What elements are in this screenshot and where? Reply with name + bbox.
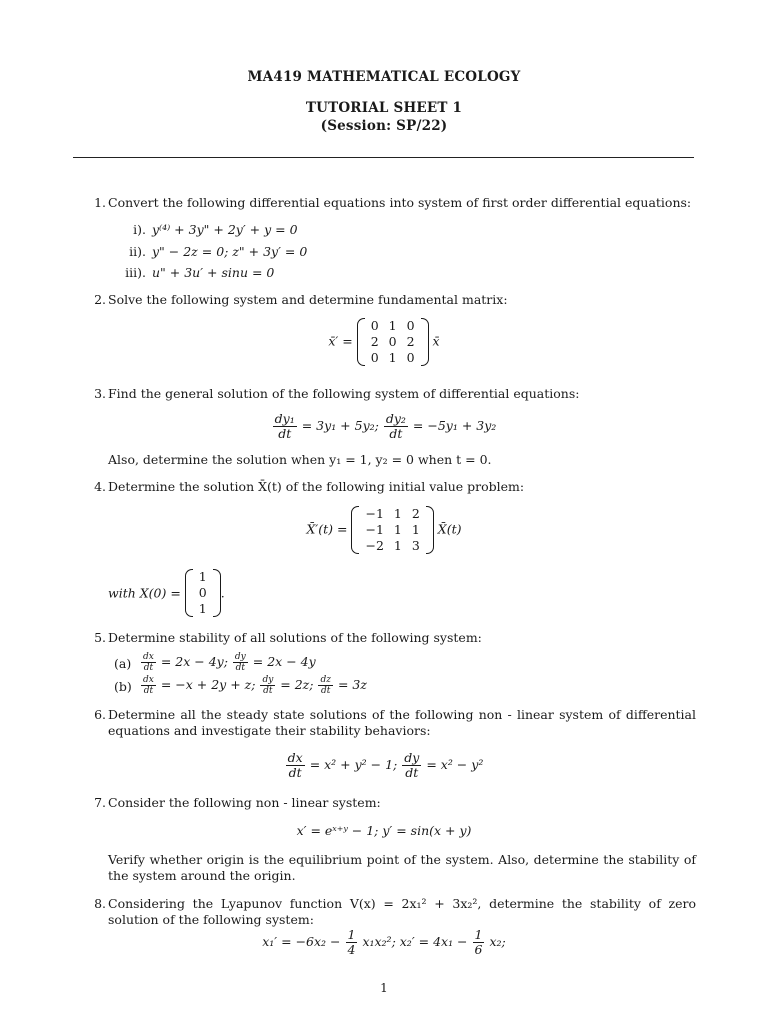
problem-4-lhs: X̄′(t) = [306,521,348,537]
problem-1-number: 1. [94,195,106,210]
problem-5-number: 5. [94,630,106,645]
matrix-cell: 1 [411,522,420,537]
fraction: $\frac{1}{6}$ [474,927,483,957]
fraction: $\frac{dy}{dt}$ [404,750,420,780]
problem-4-rhs: X̄(t) [437,521,462,537]
matrix-cell: 1 [393,506,402,521]
problem-2-equation [0,318,768,366]
equation-part: = x² − y² [426,757,484,772]
problem-1-part-iii-label: iii). [125,265,146,280]
equation-part: = x² + y² − 1; [309,757,398,772]
fraction: $\frac{\text{dy₁}}{dt}$ [274,411,295,441]
fraction: $\frac{dy}{dt}$ [234,652,246,673]
problem-1-part-ii-eq: y" − 2z = 0; z" + 3y′ = 0 [152,244,308,259]
problem-3-followup: Also, determine the solution when y₁ = 1, y₂ = 0 when t = 0. [108,452,492,467]
vector-cell: 0 [198,585,207,600]
problem-5-text: Determine stability of all solutions of the following system: [108,630,482,645]
matrix-cell: 0 [406,318,415,333]
equation-part: x₁x₂²; x₂′ = 4x₁ − [362,934,468,949]
problem-8-equation [0,928,768,957]
problem-4-initial-vector [185,569,221,617]
problem-3-equation [0,412,768,441]
matrix-cell: 2 [406,334,415,349]
header-rule [73,157,694,158]
equation-part: = 2z; [280,677,314,692]
vector-cell: 1 [198,601,207,616]
matrix-cell: 0 [406,350,415,365]
problem-4-equation [0,506,768,554]
equation-part: = 3y₁ + 5y₂; [301,418,379,433]
problem-3-text: Find the general solution of the following system of differential equations: [108,386,580,401]
equation-part: x₁′ = −6x₂ − [262,934,341,949]
fraction: $\frac{dx}{dt}$ [143,675,154,696]
problem-5-part-b-label: (b) [114,679,132,694]
course-title: MA419 MATHEMATICAL ECOLOGY [247,69,521,85]
problem-2-rhs: x̄ [432,333,440,349]
problem-7-equation: x′ = eˣ⁺ʸ − 1; y′ = sin(x + y) [296,823,472,838]
problem-1-part-ii-label: ii). [129,244,146,259]
problem-1-text: Convert the following differential equations into system of first order differential equations: [108,195,692,210]
fraction: $\frac{\text{dy₂}}{dt}$ [385,411,406,441]
vector-cell: 1 [198,569,207,584]
problem-2-text: Solve the following system and determine fundamental matrix: [108,292,508,307]
matrix-cell: 1 [388,350,397,365]
problem-1-part-iii-eq: u" + 3u′ + sinu = 0 [152,265,275,280]
problem-8-text: Considering the Lyapunov function V(x) = 2x₁² + 3x₂², determine the stability of zero solution of the following system: [108,896,696,927]
problem-2-matrix [357,318,429,366]
equation-part: x₂; [489,934,506,949]
problem-6-equation [0,751,768,780]
matrix-cell: −1 [365,522,384,537]
matrix-cell: 0 [370,318,379,333]
problem-5-part-b-eq [140,675,367,696]
sheet-title: TUTORIAL SHEET 1 [305,100,463,116]
problem-7-number: 7. [94,795,106,810]
equation-part: = 3z [337,677,367,692]
problem-7-followup: Verify whether origin is the equilibrium point of the system. Also, determine the stability of the system around the origin. [108,852,696,883]
problem-6-text: Determine all the steady state solutions of the following non - linear system of differential equations and investigate their stability behaviors: [108,707,696,738]
matrix-cell: −2 [365,538,384,553]
problem-4-matrix [351,506,433,554]
equation-part: = 2x − 4y [252,654,316,669]
problem-8-number: 8. [94,896,106,911]
matrix-cell: 2 [411,506,420,521]
fraction: $\frac{dx}{dt}$ [287,750,303,780]
matrix-cell: 1 [393,522,402,537]
problem-1-part-i-label: i). [133,222,146,237]
equation-part: = −5y₁ + 3y₂ [412,418,497,433]
matrix-cell: 2 [370,334,379,349]
problem-5-part-a-eq [140,652,316,673]
page-number: 1 [380,981,388,995]
problem-6-number: 6. [94,707,106,722]
fraction: $\frac{dx}{dt}$ [143,652,154,673]
problem-3-number: 3. [94,386,106,401]
matrix-cell: 0 [370,350,379,365]
fraction: $\frac{dz}{dt}$ [320,675,331,696]
matrix-cell: 0 [388,334,397,349]
fraction: $\frac{dy}{dt}$ [262,675,274,696]
matrix-cell: 1 [393,538,402,553]
fraction: $\frac{1}{4}$ [347,927,356,957]
problem-4-text: Determine the solution X̄(t) of the following initial value problem: [108,479,525,494]
problem-5-part-a-label: (a) [114,656,132,671]
session-label: (Session: SP/22) [320,118,448,134]
problem-2-number: 2. [94,292,106,307]
problem-4-initial-condition [108,569,225,617]
problem-4-number: 4. [94,479,106,494]
problem-4-end: . [220,585,225,601]
matrix-cell: 1 [388,318,397,333]
problem-7-text: Consider the following non - linear system: [108,795,381,810]
matrix-cell: −1 [365,506,384,521]
problem-4-with-text: with X(0) = [108,585,181,601]
matrix-cell: 3 [411,538,420,553]
problem-1-part-i-eq: y⁽⁴⁾ + 3y" + 2y′ + y = 0 [152,222,298,237]
equation-part: = −x + 2y + z; [160,677,256,692]
problem-2-lhs: x̄′ = [328,333,353,349]
equation-part: = 2x − 4y; [160,654,228,669]
